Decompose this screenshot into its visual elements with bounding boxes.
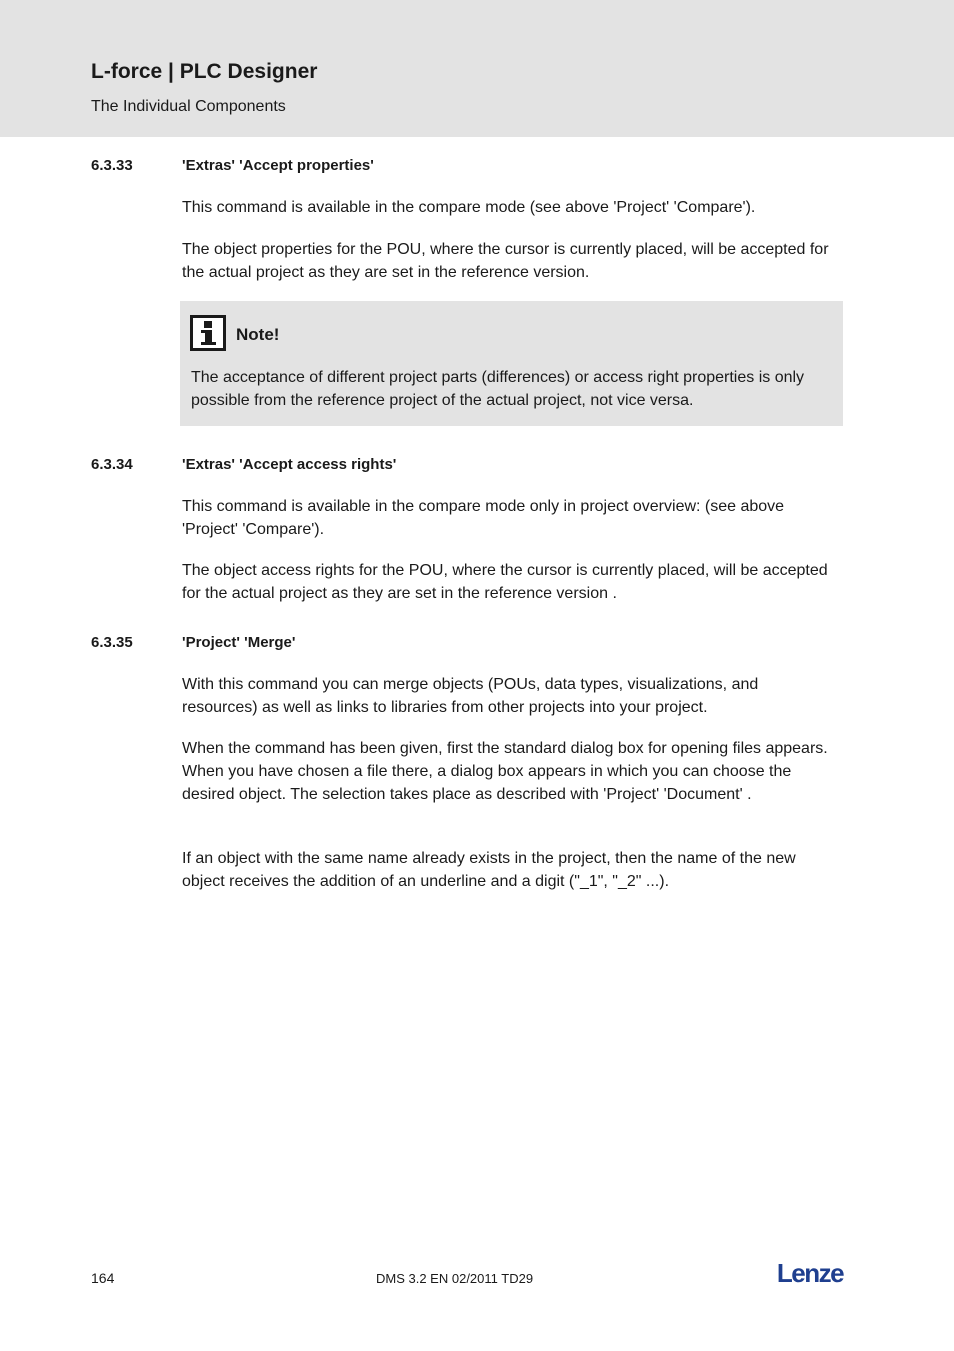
- note-text: The acceptance of different project parts (differences) or access right properties is only possible from the reference project of the actual project, not vice versa.: [191, 369, 805, 409]
- section-title: 'Project' 'Merge': [182, 634, 296, 651]
- section-number: 6.3.34: [91, 456, 133, 473]
- paragraph: The object access rights for the POU, where the cursor is currently placed, will be accepted for the actual project as they are set in the reference version .: [182, 562, 828, 602]
- note-title: Note!: [236, 325, 280, 344]
- section-title: 'Extras' 'Accept properties': [182, 157, 374, 174]
- section-title: 'Extras' 'Accept access rights': [182, 456, 397, 473]
- document-id: DMS 3.2 EN 02/2011 TD29: [376, 1271, 534, 1286]
- paragraph: When the command has been given, first the standard dialog box for opening files appears. When you have chosen a file there, a dialog box appears in which you can choose the desired object. The selection takes place as described with 'Project' 'Document' .: [182, 740, 828, 803]
- paragraph: With this command you can merge objects (POUs, data types, visualizations, and resources) as well as links to libraries from other projects into your project.: [182, 676, 759, 716]
- paragraph: This command is available in the compare mode only in project overview: (see above 'Project' 'Compare').: [182, 498, 785, 538]
- note-box: [180, 301, 843, 426]
- paragraph: If an object with the same name already exists in the project, then the name of the new object receives the addition of an underline and a digit ("_1", "_2" ...).: [182, 850, 796, 890]
- section-number: 6.3.33: [91, 157, 133, 174]
- document-title: L-force | PLC Designer: [91, 60, 318, 83]
- section-number: 6.3.35: [91, 634, 133, 651]
- paragraph: This command is available in the compare mode (see above 'Project' 'Compare').: [182, 199, 756, 216]
- lenze-logo: [770, 1258, 850, 1288]
- logo-text: Lenze: [776, 1258, 844, 1288]
- paragraph: The object properties for the POU, where the cursor is currently placed, will be accepted for the actual project as they are set in the reference version.: [182, 241, 829, 281]
- document-subtitle: The Individual Components: [91, 98, 286, 115]
- page-number: 164: [91, 1270, 115, 1286]
- header-band: [0, 0, 954, 137]
- info-icon: [190, 315, 226, 351]
